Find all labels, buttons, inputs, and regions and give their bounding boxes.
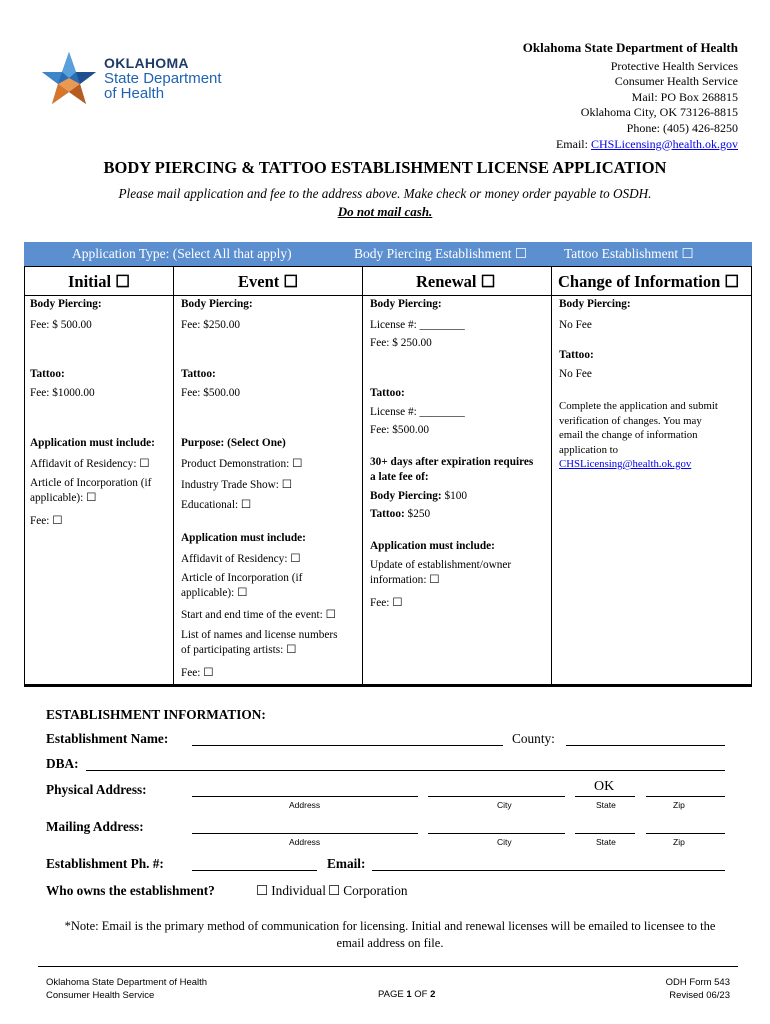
item-text: applicable): ☐ xyxy=(181,587,248,599)
renewal-must-include: Application must include: xyxy=(370,540,495,552)
email-link[interactable]: CHSLicensing@health.ok.gov xyxy=(590,136,738,151)
item-text: Article of Incorporation (if xyxy=(30,477,152,489)
revision-date: Revised 06/23 xyxy=(669,990,730,1001)
renewal-tattoo-label: Tattoo: xyxy=(370,387,405,399)
initial-bp-label: Body Piercing: xyxy=(30,298,102,310)
mailing-state-field[interactable] xyxy=(575,833,635,834)
late-fee-bp-value: $100 xyxy=(441,490,468,502)
column-divider xyxy=(362,266,363,684)
agency-address xyxy=(523,40,738,152)
physical-zip-field[interactable] xyxy=(646,796,725,797)
email-label: Email: xyxy=(555,136,591,151)
event-checkbox[interactable]: Event ☐ xyxy=(238,272,299,291)
email-label: Email: xyxy=(327,856,366,871)
initial-bp-fee: Fee: $ 500.00 xyxy=(30,319,92,331)
physical-address-field[interactable] xyxy=(192,796,418,797)
mailing-zip-field[interactable] xyxy=(646,833,725,834)
section-divider xyxy=(24,684,752,687)
owner-corporation-checkbox[interactable]: ☐ Corporation xyxy=(328,883,408,898)
city-hint: City xyxy=(497,837,512,847)
logo-line-1: OKLAHOMA xyxy=(104,55,189,71)
phone-label: Establishment Ph. #: xyxy=(46,856,164,871)
event-bp-label: Body Piercing: xyxy=(181,298,253,310)
column-divider xyxy=(173,266,174,684)
event-tattoo-fee: Fee: $500.00 xyxy=(181,387,240,399)
page-total: 2 xyxy=(430,989,436,1000)
renewal-update-checkbox[interactable] xyxy=(370,558,511,588)
physical-state-field[interactable] xyxy=(575,796,635,797)
late-fee-bp xyxy=(370,489,467,504)
license-type-header xyxy=(24,266,752,296)
mailing-address-label: Mailing Address: xyxy=(46,819,144,834)
item-text: information: ☐ xyxy=(370,574,440,586)
event-fee-checkbox[interactable]: Fee: ☐ xyxy=(181,667,214,679)
page-title: BODY PIERCING & TATTOO ESTABLISHMENT LICENSE APPLICATION xyxy=(103,158,667,177)
tattoo-establishment-checkbox[interactable]: Tattoo Establishment ☐ xyxy=(564,246,694,261)
footer-divider xyxy=(38,966,738,967)
instruction-line: Complete the application and submit xyxy=(559,400,718,412)
event-bp-fee: Fee: $250.00 xyxy=(181,319,240,331)
zip-hint: Zip xyxy=(673,800,685,810)
address-line: Oklahoma City, OK 73126-8815 xyxy=(580,105,738,120)
owner-individual-checkbox[interactable]: ☐ Individual xyxy=(256,883,326,898)
initial-affidavit-checkbox[interactable]: Affidavit of Residency: ☐ xyxy=(30,458,150,470)
star-logo-icon xyxy=(38,50,100,110)
address-line: Phone: (405) 426-8250 xyxy=(626,120,738,135)
establishment-name-field[interactable] xyxy=(192,745,503,746)
county-label: County: xyxy=(512,731,555,746)
late-fee-text: 30+ days after expiration requires xyxy=(370,456,534,468)
county-field[interactable] xyxy=(566,745,725,746)
renewal-tattoo-license-field[interactable]: License #: ________ xyxy=(370,406,465,418)
osdh-logo xyxy=(38,50,258,112)
agency-name: Oklahoma State Department of Health xyxy=(522,40,738,55)
table-border xyxy=(24,266,25,684)
instruction-line: application to xyxy=(559,443,619,456)
initial-tattoo-fee: Fee: $1000.00 xyxy=(30,387,95,399)
address-line: Consumer Health Service xyxy=(614,74,738,89)
change-bp-label: Body Piercing: xyxy=(559,298,631,310)
change-instructions xyxy=(559,399,718,472)
industry-trade-show-checkbox[interactable]: Industry Trade Show: ☐ xyxy=(181,479,292,491)
page-indicator xyxy=(378,988,435,1001)
change-tattoo-fee: No Fee xyxy=(559,368,592,380)
city-hint: City xyxy=(497,800,512,810)
event-tattoo-label: Tattoo: xyxy=(181,368,216,380)
dba-label: DBA: xyxy=(46,756,79,771)
address-line: Protective Health Services xyxy=(610,58,738,73)
product-demonstration-checkbox[interactable]: Product Demonstration: ☐ xyxy=(181,458,303,470)
footer-right xyxy=(664,976,730,1002)
page-label: PAGE xyxy=(378,989,407,1000)
change-email-link[interactable]: CHSLicensing@health.ok.gov xyxy=(559,458,692,470)
change-tattoo-label: Tattoo: xyxy=(559,349,594,361)
form-number: ODH Form 543 xyxy=(665,977,730,988)
initial-tattoo-label: Tattoo: xyxy=(30,368,65,380)
logo-line-2: State Department xyxy=(104,70,222,87)
address-hint: Address xyxy=(289,800,321,810)
owner-question: Who owns the establishment? xyxy=(46,883,215,898)
renewal-tattoo-fee: Fee: $500.00 xyxy=(370,424,429,436)
email-line xyxy=(523,137,738,153)
event-times-checkbox[interactable]: Start and end time of the event: ☐ xyxy=(181,609,336,621)
item-text: Article of Incorporation (if xyxy=(181,572,303,584)
dba-field[interactable] xyxy=(86,770,725,771)
physical-state-value: OK xyxy=(594,779,615,794)
late-fee-tattoo xyxy=(370,507,430,522)
initial-incorporation-checkbox[interactable] xyxy=(30,476,151,506)
change-bp-fee: No Fee xyxy=(559,319,592,331)
late-fee-notice xyxy=(370,455,533,485)
application-type-bar xyxy=(24,242,752,266)
instruction-line: verification of changes. You may xyxy=(559,414,702,427)
initial-checkbox[interactable]: Initial ☐ xyxy=(68,272,131,291)
renewal-bp-license-field[interactable]: License #: ________ xyxy=(370,319,465,331)
table-border xyxy=(751,266,752,684)
footer-service: Consumer Health Service xyxy=(46,990,155,1001)
email-note: *Note: Email is the primary method of communication for licensing. Initial and renewal licenses will be emailed to licensee to the email address on file. xyxy=(64,919,716,950)
change-of-information-checkbox[interactable]: Change of Information ☐ xyxy=(558,272,740,291)
establishment-heading: ESTABLISHMENT INFORMATION: xyxy=(46,707,266,722)
initial-fee-checkbox[interactable]: Fee: ☐ xyxy=(30,515,63,527)
application-type-label: Application Type: (Select All that apply) xyxy=(72,246,292,261)
physical-address-label: Physical Address: xyxy=(46,782,147,797)
address-line: Mail: PO Box 268815 xyxy=(631,89,738,104)
initial-must-include: Application must include: xyxy=(30,437,155,449)
renewal-checkbox[interactable]: Renewal ☐ xyxy=(416,272,496,291)
address-hint: Address xyxy=(289,837,321,847)
renewal-bp-fee: Fee: $ 250.00 xyxy=(370,337,432,349)
column-divider xyxy=(551,266,552,684)
cash-warning: Do not mail cash. xyxy=(337,204,433,219)
logo-line-3: of Health xyxy=(104,85,165,102)
footer-org: Oklahoma State Department of Health xyxy=(46,977,208,988)
item-text: List of names and license numbers xyxy=(181,629,338,641)
page-number: 1 xyxy=(406,989,412,1000)
instruction-line: email the change of information xyxy=(559,429,698,441)
state-hint: State xyxy=(596,837,616,847)
item-text: Update of establishment/owner xyxy=(370,559,512,571)
item-text: of participating artists: ☐ xyxy=(181,644,297,656)
late-fee-tattoo-label: Tattoo: xyxy=(370,508,405,520)
renewal-fee-checkbox[interactable]: Fee: ☐ xyxy=(370,597,403,609)
mailing-city-field[interactable] xyxy=(428,833,565,834)
event-incorporation-checkbox[interactable] xyxy=(181,571,302,601)
instructions: Please mail application and fee to the address above. Make check or money order payable to OSDH. xyxy=(118,186,652,201)
educational-checkbox[interactable]: Educational: ☐ xyxy=(181,499,252,511)
phone-field[interactable] xyxy=(192,870,317,871)
late-fee-tattoo-value: $250 xyxy=(404,508,431,520)
state-hint: State xyxy=(596,800,616,810)
page-of: OF xyxy=(411,989,431,1000)
email-field[interactable] xyxy=(372,870,725,871)
event-artists-checkbox[interactable] xyxy=(181,628,338,658)
event-purpose-label: Purpose: (Select One) xyxy=(181,437,286,449)
mailing-address-field[interactable] xyxy=(192,833,418,834)
body-piercing-establishment-checkbox[interactable]: Body Piercing Establishment ☐ xyxy=(354,246,527,261)
event-affidavit-checkbox[interactable]: Affidavit of Residency: ☐ xyxy=(181,553,301,565)
establishment-name-label: Establishment Name: xyxy=(46,731,169,746)
event-must-include: Application must include: xyxy=(181,532,306,544)
item-text: applicable): ☐ xyxy=(30,492,97,504)
zip-hint: Zip xyxy=(673,837,685,847)
late-fee-bp-label: Body Piercing: xyxy=(370,490,442,502)
late-fee-text: a late fee of: xyxy=(370,471,429,483)
renewal-bp-label: Body Piercing: xyxy=(370,298,442,310)
footer-left xyxy=(46,976,207,1002)
physical-city-field[interactable] xyxy=(428,796,565,797)
